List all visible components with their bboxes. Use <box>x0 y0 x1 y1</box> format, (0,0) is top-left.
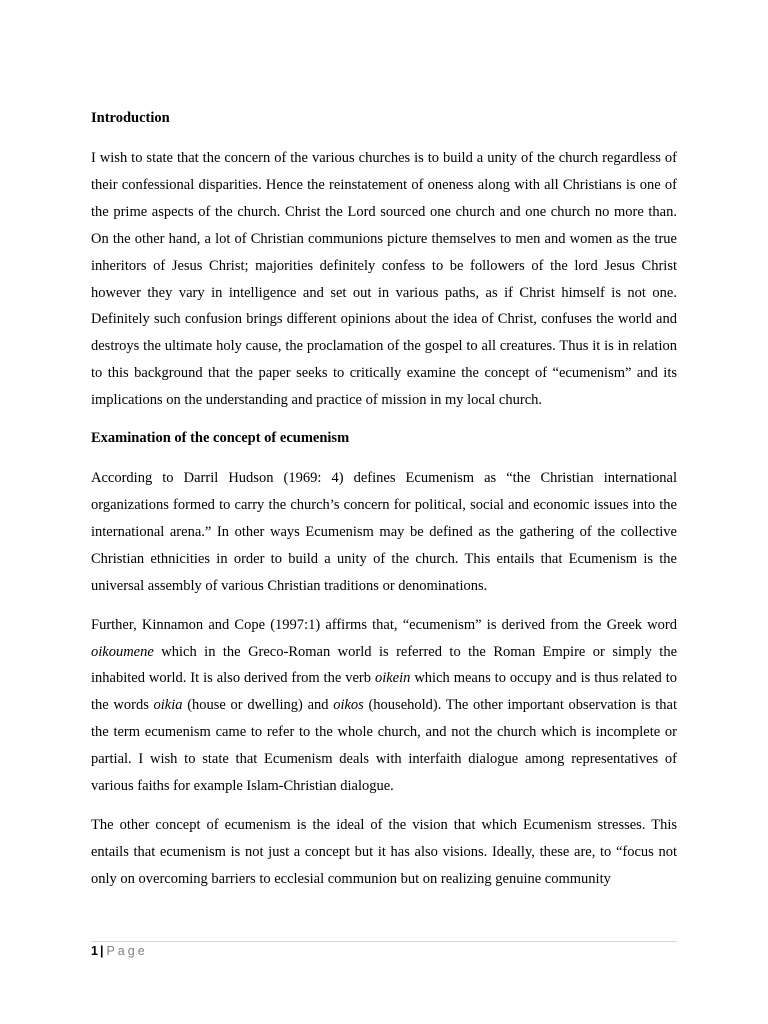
footer-separator: | <box>99 944 104 958</box>
vision-paragraph: The other concept of ecumenism is the ideal of the vision that which Ecumenism stresses. This entails that ecumenism is not just a concept but it has also visions. Ideally, these are, to “focus not only on overcoming barriers to ecclesial communion but on realizing genuine community <box>91 816 677 887</box>
page-footer <box>91 941 677 958</box>
page-number: 1 <box>91 944 98 958</box>
etymology-text-1: Further, Kinnamon and Cope (1997:1) affirms that, “ecumenism” is derived from the Greek word <box>91 616 677 633</box>
etymology-paragraph <box>91 612 677 800</box>
etymology-text-4: (house or dwelling) and <box>182 697 334 714</box>
term-oikoumene: oikoumene <box>91 643 154 660</box>
term-oikos: oikos <box>333 697 364 714</box>
definition-paragraph: According to Darril Hudson (1969: 4) defines Ecumenism as “the Christian international organizations formed to carry the church’s concern for political, social and economic issues into the international arena.” In other ways Ecumenism may be defined as the gathering of the collective Christian ethnicities in order to build a unity of the church. This entails that Ecumenism is the universal assembly of various Christian traditions or denominations. <box>91 470 677 594</box>
page-label: Page <box>106 944 148 958</box>
introduction-heading: Introduction <box>91 110 170 126</box>
etymology-text-5: (household). The other important observation is that the term ecumenism came to refer to the whole church, and not the church which is incomplete or partial. I wish to state that Ecumenism deals with interfaith dialogue among representatives of various faiths for example Islam-Christian dialogue. <box>91 697 677 795</box>
etymology-text-2: which in the Greco-Roman world is referred to the Roman Empire or simply the inhabited world. It is also derived from the verb <box>91 643 677 687</box>
examination-heading: Examination of the concept of ecumenism <box>91 430 350 447</box>
document-body <box>91 106 677 893</box>
introduction-paragraph: I wish to state that the concern of the various churches is to build a unity of the church regardless of their confessional disparities. Hence the reinstatement of oneness along with all Christians is one of the prime aspects of the church. Christ the Lord sourced one church and one church no more than. On the other hand, a lot of Christian communions picture themselves to men and women as the true inheritors of Jesus Christ; majorities definitely confess to be followers of the lord Jesus Christ however they vary in intelligence and set out in various paths, as if Christ himself is not one. Definitely such confusion brings different opinions about the idea of Christ, confuses the world and destroys the ultimate holy cause, the proclamation of the gospel to all creatures. Thus it is in relation to this background that the paper seeks to critically examine the concept of “ecumenism” and its implications on the understanding and practice of mission in my local church. <box>91 150 677 409</box>
etymology-text-3: which means to occupy and is thus related to the words <box>91 670 677 714</box>
term-oikia: oikia <box>153 697 183 714</box>
term-oikein: oikein <box>374 670 411 687</box>
